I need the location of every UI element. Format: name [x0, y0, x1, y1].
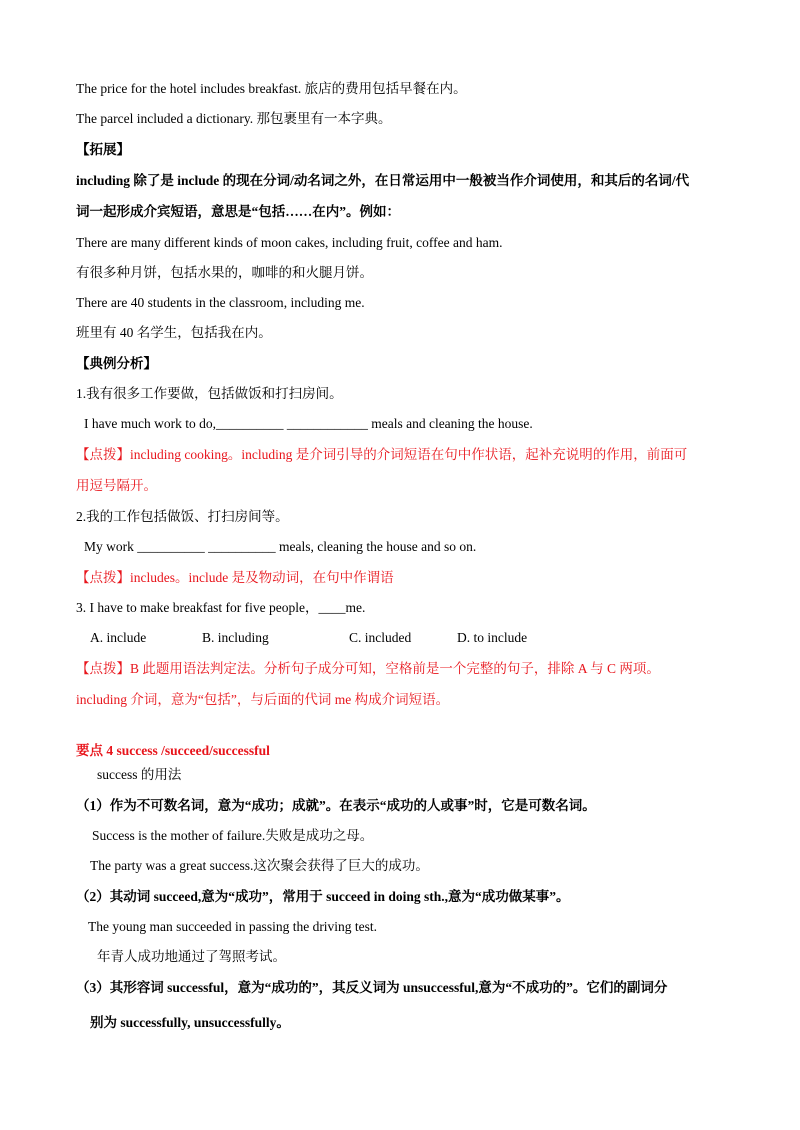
hint-text: 【点拨】includes。include 是及物动词，在句中作谓语	[76, 570, 394, 585]
section-heading-examples: 【典例分析】	[76, 356, 157, 371]
hint-text: 【点拨】B 此题用语法判定法。分析句子成分可知，空格前是一个完整的句子，排除 A 与 C 两项。	[76, 661, 660, 676]
example-translation: 年青人成功地通过了驾照考试。	[97, 949, 286, 964]
option-b: B. including	[202, 630, 269, 645]
section-heading-expand: 【拓展】	[76, 142, 130, 157]
option-a: A. include	[90, 630, 147, 645]
hint-text: 用逗号隔开。	[76, 478, 157, 493]
usage-rule: （3）其形容词 successful，意为“成功的”，其反义词为 unsuccessful,意为“不成功的”。它们的副词分	[76, 980, 668, 995]
example-sentence: There are many different kinds of moon cakes, including fruit, coffee and ham.	[76, 235, 503, 250]
example-translation: 班里有 40 名学生，包括我在内。	[76, 325, 272, 340]
example-sentence: The young man succeeded in passing the driving test.	[88, 919, 378, 934]
hint-text: 【点拨】including cooking。including 是介词引导的介词短语在句中作状语，起补充说明的作用，前面可	[76, 447, 688, 462]
example-sentence: The price for the hotel includes breakfast. 旅店的费用包括早餐在内。	[76, 81, 467, 96]
explanation-text: including 除了是 include 的现在分词/动名词之外，在日常运用中一般被当作介词使用，和其后的名词/代	[76, 173, 690, 188]
usage-rule: （1）作为不可数名词，意为“成功；成就”。在表示“成功的人或事”时，它是可数名词。	[76, 798, 596, 813]
example-sentence: Success is the mother of failure.失败是成功之母。	[92, 828, 374, 843]
question-blank-sentence: I have much work to do,__________ ____________ meals and cleaning the house.	[84, 416, 533, 431]
question-blank-sentence: My work __________ __________ meals, cleaning the house and so on.	[84, 539, 477, 554]
example-sentence: The parcel included a dictionary. 那包裹里有一本字典。	[76, 111, 392, 126]
explanation-text: 词一起形成介宾短语，意思是“包括……在内”。例如：	[76, 204, 400, 219]
key-point-heading: 要点 4 success /succeed/successful	[76, 743, 270, 758]
hint-text: including 介词，意为“包括”，与后面的代词 me 构成介词短语。	[76, 692, 450, 707]
example-sentence: There are 40 students in the classroom, including me.	[76, 295, 365, 310]
example-sentence: The party was a great success.这次聚会获得了巨大的成功。	[90, 858, 429, 873]
question-prompt: 2.我的工作包括做饭、打扫房间等。	[76, 509, 289, 524]
usage-rule: （2）其动词 succeed,意为“成功”，常用于 succeed in doing sth.,意为“成功做某事”。	[76, 889, 570, 904]
option-d: D. to include	[457, 630, 528, 645]
question-prompt: 3. I have to make breakfast for five people，____me.	[76, 600, 366, 615]
question-prompt: 1.我有很多工作要做，包括做饭和打扫房间。	[76, 386, 343, 401]
option-c: C. included	[349, 630, 412, 645]
example-translation: 有很多种月饼，包括水果的，咖啡的和火腿月饼。	[76, 265, 373, 280]
usage-rule: 别为 successfully, unsuccessfully。	[90, 1015, 290, 1030]
subheading: success 的用法	[97, 767, 182, 782]
